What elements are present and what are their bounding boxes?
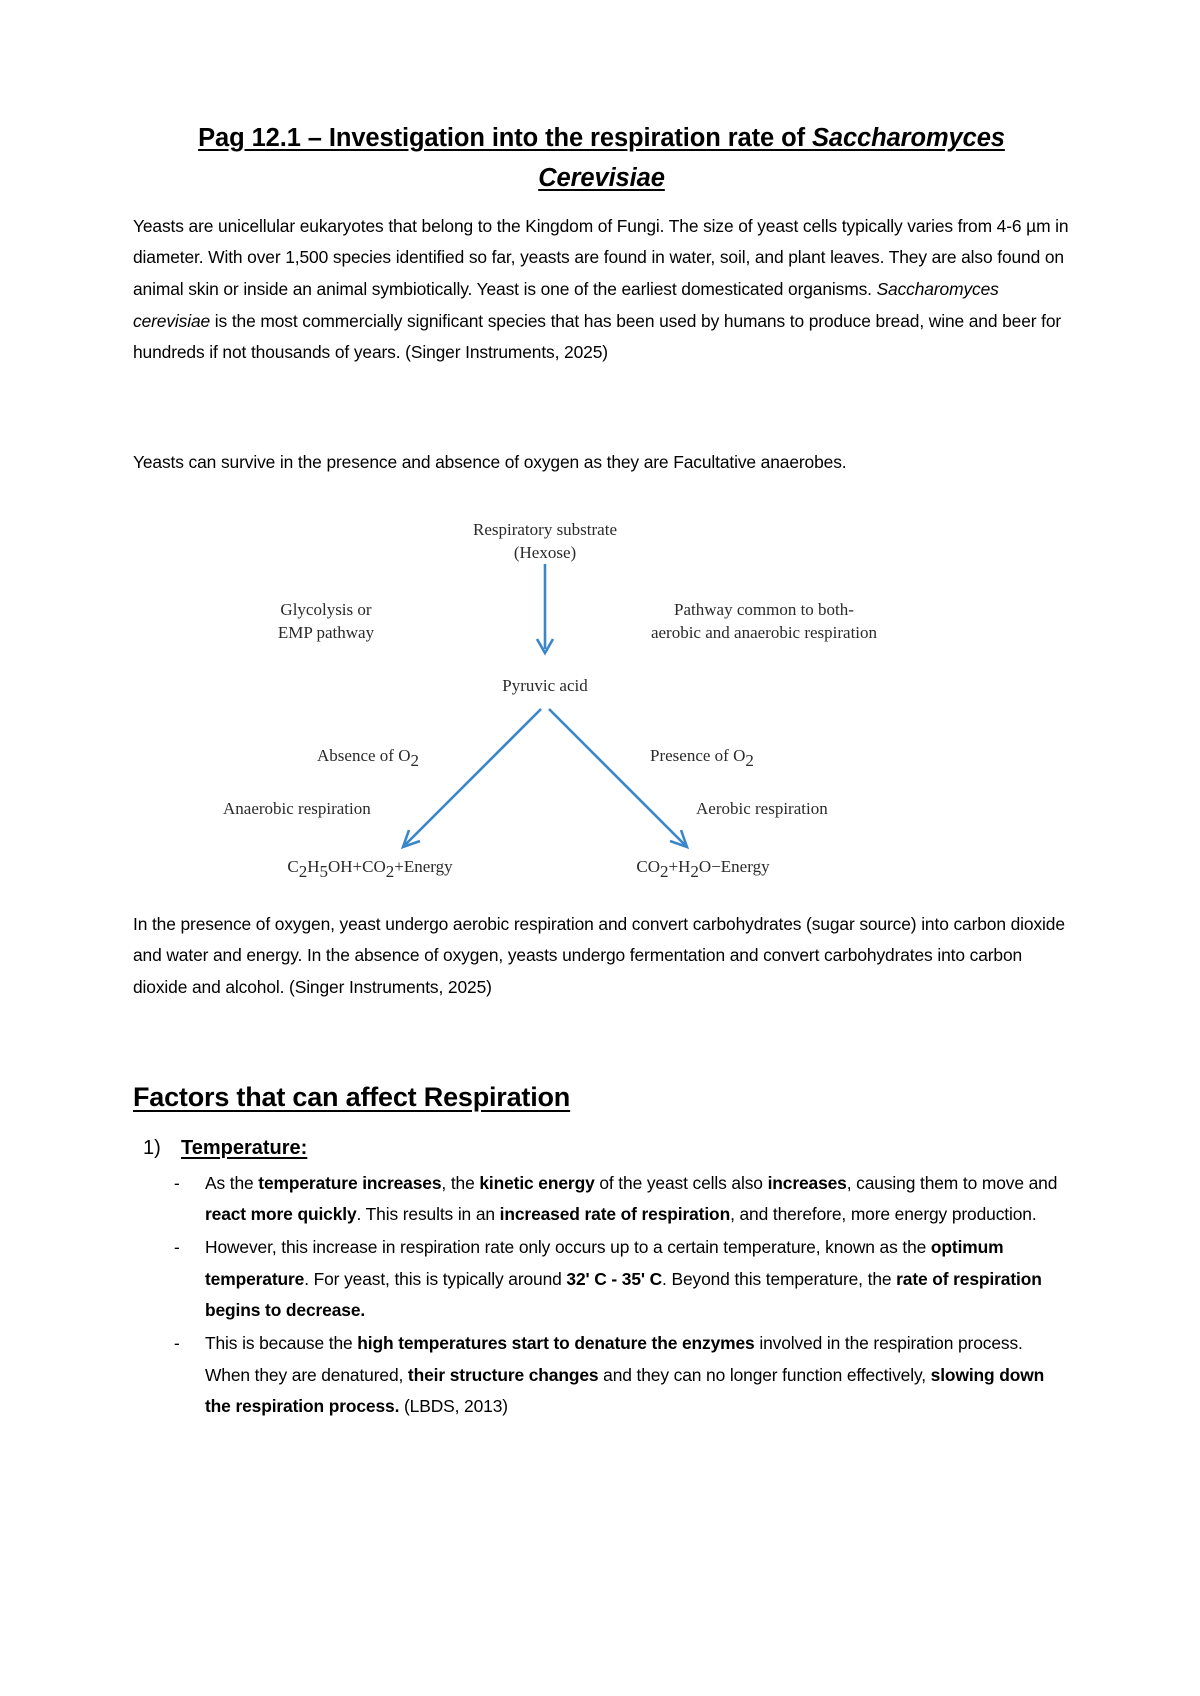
list-item: - As the temperature increases, the kinetic energy of the yeast cells also increases, causing them to move and react more quickly. This results in an increased rate of respiration, and therefore, more energy production.: [205, 1168, 1070, 1231]
species-name-italic: Saccharomyces cerevisiae: [133, 278, 999, 331]
arrow-pyruvate-to-anaerobic: [403, 709, 541, 847]
diagram-substrate-line1: Respiratory substrate: [473, 519, 617, 539]
diagram-aerobic-respiration-label: Aerobic respiration: [696, 798, 828, 818]
list-item: - However, this increase in respiration rate only occurs up to a certain temperature, known as the optimum temperature. For yeast, this is typically around 32' C - 35' C. Beyond this temperature, the rate of respiration begins to decrease.: [205, 1232, 1070, 1327]
facultative-anaerobes-paragraph: Yeasts can survive in the presence and absence of oxygen as they are Facultative anaerobes.: [133, 451, 847, 472]
diagram-anaerobic-equation: C2H5OH+CO2+Energy: [287, 856, 453, 881]
diagram-anaerobic-respiration-label: Anaerobic respiration: [223, 798, 371, 818]
list-item: - This is because the high temperatures start to denature the enzymes involved in the respiration process. When they are denatured, their structure changes and they can no longer function effectively, slowing down the respiration process. (LBDS, 2013): [205, 1328, 1070, 1423]
title-line1-italic: Saccharomyces: [811, 124, 1005, 152]
intro-paragraph-part2: is the most commercially significant species that has been used by humans to produce bread, wine and beer for hundreds if not thousands of years. (Singer Instruments, 2025): [133, 310, 1062, 363]
factors-heading: Factors that can affect Respiration: [133, 1081, 571, 1112]
factors-list: [133, 1137, 1070, 1160]
diagram-left-label-line1: Glycolysis or: [280, 599, 372, 619]
diagram-right-label-line2: aerobic and anaerobic respiration: [650, 622, 878, 642]
diagram-pyruvic-acid-label: Pyruvic acid: [502, 675, 588, 695]
temperature-bullets: [133, 1168, 1070, 1423]
aerobic-anaerobic-paragraph: In the presence of oxygen, yeast undergo aerobic respiration and convert carbohydrates (sugar source) into carbon dioxide and water and energy. In the absence of oxygen, yeasts undergo fermentation and convert carbohydrates into carbon dioxide and alcohol. (Singer Instruments, 2025): [133, 913, 1065, 997]
title-line1-plain: Pag 12.1 – Investigation into the respiration rate of: [198, 124, 812, 152]
diagram-left-label-line2: EMP pathway: [277, 622, 375, 642]
arrow-substrate-to-pyruvate: [537, 564, 553, 653]
arrow-pyruvate-to-aerobic: [549, 709, 687, 847]
page-title: [133, 118, 1070, 199]
diagram-absence-o2-label: Absence of O2: [317, 745, 419, 770]
intro-paragraph-part1: Yeasts are unicellular eukaryotes that belong to the Kingdom of Fungi. The size of yeast cells typically varies from 4-6 µm in diameter. With over 1,500 species identified so far, yeasts are found in water, soil, and plant leaves. They are also found on animal skin or inside an animal symbiotically. Yeast is one of the earliest domesticated organisms.: [133, 215, 1069, 299]
factor-item-temperature: Temperature:: [181, 1136, 308, 1159]
diagram-right-label-line1: Pathway common to both-: [674, 599, 854, 619]
diagram-substrate-line2: (Hexose): [513, 542, 577, 562]
intro-paragraph: [133, 211, 1070, 369]
title-line2-italic: Cerevisiae: [538, 164, 665, 193]
diagram-aerobic-equation: CO2+H2O−Energy: [636, 856, 770, 881]
diagram-presence-o2-label: Presence of O2: [650, 745, 754, 770]
respiration-pathway-diagram: [133, 509, 1070, 909]
